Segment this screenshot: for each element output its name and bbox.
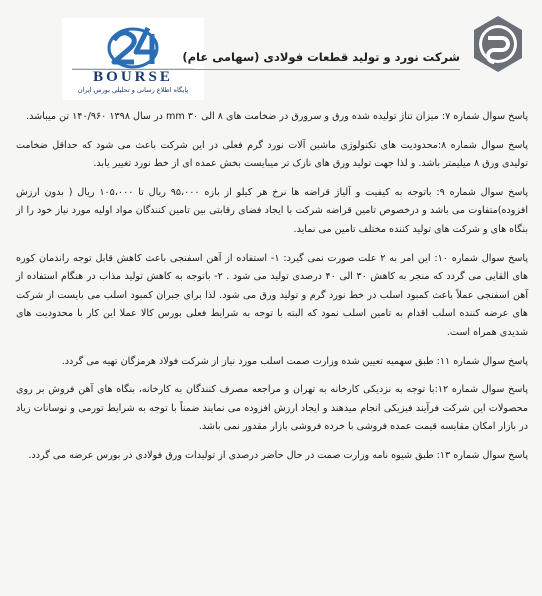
answer-10: پاسخ سوال شماره ۱۰: این امر به ۲ علت صورت نمی گیرد: ۱- استفاده از آهن اسفنجی باعث کاهش قابل توجه راندمان کوره های القایی می گردد که منجر به کاهش ۳۰ الی ۴۰ درصدی تولید می شود . ۲- باتوجه به کاهش تولید مذاب در هنگام استفاده از آهن اسفنجی عملاً باعث کمبود اسلب در خط نورد گرم و تولید ورق می شود. لذا برای جبران کمبود اسلب می بایست از شرکت های عرضه کننده اسلب اقدام به تامین اسلب نمود که البته با توجه به شرایط فعلی بورس کالا عملا این کار با محدودیت های شدیدی همراه است. (16, 252, 529, 338)
logo-subtitle: پایگاه اطلاع رسانی و تحلیلی بورس ایران (77, 86, 189, 94)
answer-9: پاسخ سوال شماره ۹: باتوجه به کیفیت و آلیاژ قراضه ها نرخ هر کیلو از بازه ۹۵،۰۰۰ ریال تا ۱۰۵،۰۰۰ ریال ( بدون ارزش افزوده)متفاوت می باشد و درخصوص تامین قراضه شرکت با ایجاد فضای رقابتی بین تامین کنندگان مواد اولیه مورد نیاز خود را از بنگاه های و شرکت های تولید کننده مختلف تامین می نماید. (16, 186, 528, 235)
answer-12: پاسخ سوال شماره ۱۲:با توجه به نزدیکی کارخانه به تهران و مراجعه مصرف کنندگان به کارخانه، بنگاه های آهن فروش بر روی محصولات این شرکت فرآیند فیزیکی انجام میدهند و ایجاد ارزش افزوده می نمایند ضمناً با توجه به شرایط تورمی و نوسانات زیاد در بازار امکان مقایسه قیمت عمده فروشی با خرده فروشی بازار مقدور نمی باشد. (16, 384, 528, 433)
answer-11: پاسخ سوال شماره ۱۱: طبق سهمیه تعیین شده وزارت صمت اسلب مورد نیاز از شرکت فولاد هرمزگان تهیه می گردد. (61, 355, 528, 367)
letterhead (0, 0, 542, 110)
company-emblem-icon (468, 14, 528, 74)
header-divider (72, 69, 460, 70)
answer-8: پاسخ سوال شماره ۸:محدودیت های تکنولوژی ماشین آلات نورد گرم فعلی در این شرکت باعث می شود که حداقل ضخامت تولیدی ورق ۸ میلیمتر باشد. و لذا جهت تولید ورق های نازک تر میبایست بخش عمده ای از خط نورد تغییر یابد. (16, 139, 528, 170)
answer-7: پاسخ سوال شماره ۷: میزان تناژ تولیده شده ورق و سرورق در ضخامت های ۸ الی ۳۰ mm در سال ۱۳۹۸ ۱۴۰/۹۶۰ تن میباشد. (26, 111, 528, 122)
bourse-wordmark: BOURSE (93, 69, 173, 85)
answer-13: پاسخ سوال شماره ۱۳: طبق شیوه نامه وزارت صمت در حال حاضر درصدی از تولیدات ورق فولادی در بورس عرضه می گردد. (28, 449, 528, 461)
answers-body (16, 108, 528, 466)
company-title: شرکت نورد و تولید قطعات فولادی (سهامی عام) (182, 50, 460, 64)
